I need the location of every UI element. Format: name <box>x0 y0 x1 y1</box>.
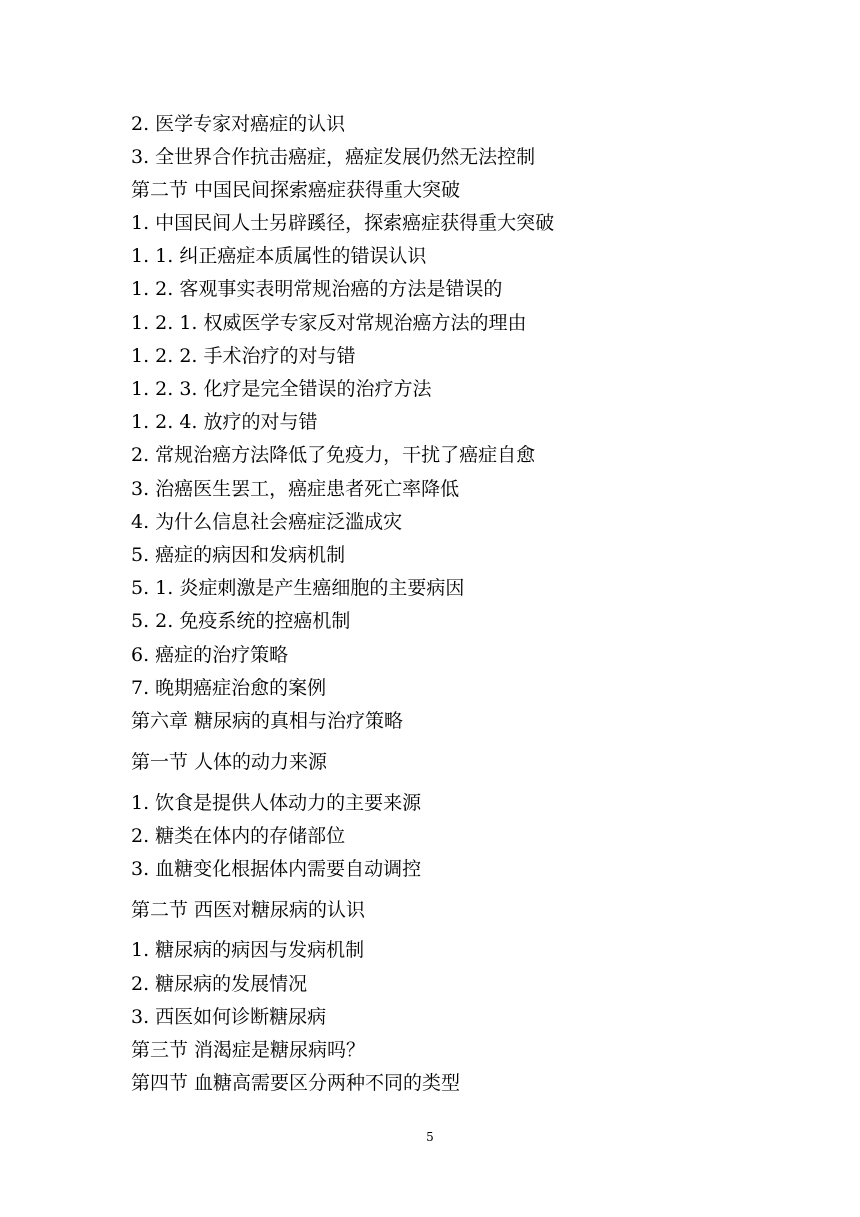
toc-line: 1. 中国民间人士另辟蹊径，探索癌症获得重大突破 <box>131 212 555 234</box>
toc-line: 7. 晚期癌症治愈的案例 <box>131 677 327 699</box>
toc-line: 3. 西医如何诊断糖尿病 <box>131 1006 327 1028</box>
toc-line: 1. 1. 纠正癌症本质属性的错误认识 <box>131 245 427 267</box>
toc-line: 5. 癌症的病因和发病机制 <box>131 544 346 566</box>
toc-line: 1. 2. 客观事实表明常规治癌的方法是错误的 <box>131 278 503 300</box>
toc-line: 2. 常规治癌方法降低了免疫力，干扰了癌症自愈 <box>131 444 536 466</box>
toc-line: 1. 饮食是提供人体动力的主要来源 <box>131 792 422 814</box>
toc-section-heading: 第一节 人体的动力来源 <box>131 751 328 773</box>
toc-section-heading: 第三节 消渴症是糖尿病吗？ <box>131 1039 366 1061</box>
toc-line: 1. 糖尿病的病因与发病机制 <box>131 939 365 961</box>
toc-line: 2. 糖类在体内的存储部位 <box>131 825 346 847</box>
toc-line: 3. 治癌医生罢工，癌症患者死亡率降低 <box>131 478 460 500</box>
toc-line: 1. 2. 4. 放疗的对与错 <box>131 411 318 433</box>
toc-line: 5. 2. 免疫系统的控癌机制 <box>131 610 351 632</box>
toc-section-heading: 第二节 中国民间探索癌症获得重大突破 <box>131 179 461 201</box>
toc-line: 1. 2. 2. 手术治疗的对与错 <box>131 345 356 367</box>
toc-line: 3. 血糖变化根据体内需要自动调控 <box>131 858 422 880</box>
toc-chapter-heading: 第六章 糖尿病的真相与治疗策略 <box>131 710 404 732</box>
toc-section-heading: 第四节 血糖高需要区分两种不同的类型 <box>131 1072 461 1094</box>
toc-line: 3. 全世界合作抗击癌症，癌症发展仍然无法控制 <box>131 146 536 168</box>
toc-line: 2. 糖尿病的发展情况 <box>131 973 308 995</box>
toc-section-heading: 第二节 西医对糖尿病的认识 <box>131 899 366 921</box>
toc-line: 5. 1. 炎症刺激是产生癌细胞的主要病因 <box>131 577 465 599</box>
toc-line: 1. 2. 1. 权威医学专家反对常规治癌方法的理由 <box>131 312 527 334</box>
toc-line: 4. 为什么信息社会癌症泛滥成灾 <box>131 511 403 533</box>
page-number: 5 <box>426 1130 434 1144</box>
toc-line: 2. 医学专家对癌症的认识 <box>131 113 346 135</box>
toc-line: 1. 2. 3. 化疗是完全错误的治疗方法 <box>131 378 432 400</box>
toc-line: 6. 癌症的治疗策略 <box>131 644 289 666</box>
